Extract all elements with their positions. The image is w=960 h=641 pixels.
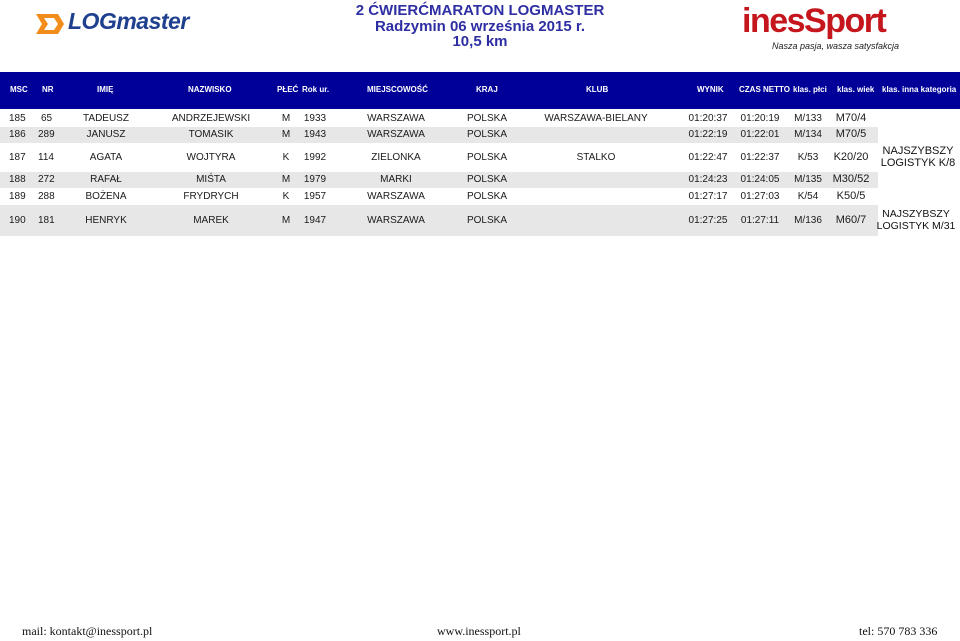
category-note: NAJSZYBSZY LOGISTYK M/31 xyxy=(876,208,956,232)
logmaster-logo-text: LOGmaster xyxy=(68,8,189,34)
results-table-header xyxy=(0,72,960,109)
col-plec: PŁEĆ xyxy=(277,85,299,94)
col-miejscowosc: MIEJSCOWOŚĆ xyxy=(367,85,428,94)
inessport-logo xyxy=(742,2,900,57)
table-row: 186 289 JANUSZ TOMASIK M 1943 WARSZAWA POLSKA 01:22:19 01:22:01 M/134 M70/5 xyxy=(0,127,878,143)
footer-mail: mail: kontakt@inessport.pl xyxy=(22,624,153,638)
category-note: NAJSZYBSZY LOGISTYK K/8 xyxy=(880,145,956,169)
table-row: 187 114 AGATA WOJTYRA K 1992 ZIELONKA POLSKA STALKO 01:22:47 01:22:37 K/53 K20/20 xyxy=(9,151,869,163)
table-row: 189 288 BOŻENA FRYDRYCH K 1957 WARSZAWA POLSKA 01:27:17 01:27:03 K/54 K50/5 xyxy=(9,190,866,202)
col-imie: IMIĘ xyxy=(97,85,114,94)
col-kraj: KRAJ xyxy=(476,85,498,94)
col-klub: KLUB xyxy=(586,85,609,94)
col-nazwisko: NAZWISKO xyxy=(188,85,232,94)
inessport-tagline: Nasza pasja, wasza satysfakcja xyxy=(772,41,900,51)
col-rok: Rok ur. xyxy=(302,85,330,94)
title-line-2: Radzymin 06 września 2015 r. xyxy=(374,17,586,35)
title-line-1: 2 ĆWIERĆMARATON LOGMASTER xyxy=(355,2,605,19)
col-klas-wiek: klas. wiek xyxy=(837,85,875,94)
col-msc: MSC xyxy=(10,85,28,94)
col-nr: NR xyxy=(42,85,54,94)
col-klas-inna: klas. inna kategoria xyxy=(882,85,957,94)
footer-tel: tel: 570 783 336 xyxy=(859,624,938,638)
footer-www: www.inessport.pl xyxy=(437,624,521,638)
logmaster-logo xyxy=(34,8,189,38)
col-klas-plci: klas. płci xyxy=(793,85,827,94)
col-netto: CZAS NETTO xyxy=(739,85,790,94)
col-wynik: WYNIK xyxy=(697,85,724,94)
logmaster-arrow-icon xyxy=(34,10,68,38)
inessport-logo-text: inesSport xyxy=(742,2,886,40)
page-title xyxy=(300,3,660,50)
table-row: 190 181 HENRYK MAREK M 1947 WARSZAWA POLSKA 01:27:25 01:27:11 M/136 M60/7 xyxy=(0,205,878,236)
title-line-3: 10,5 km xyxy=(452,33,508,50)
table-row: 185 65 TADEUSZ ANDRZEJEWSKI M 1933 WARSZAWA POLSKA WARSZAWA-BIELANY 01:20:37 01:20:19 M/133 M70/4 xyxy=(9,112,867,124)
table-row: 188 272 RAFAŁ MIŚTA M 1979 MARKI POLSKA 01:24:23 01:24:05 M/135 M30/52 xyxy=(0,172,878,188)
